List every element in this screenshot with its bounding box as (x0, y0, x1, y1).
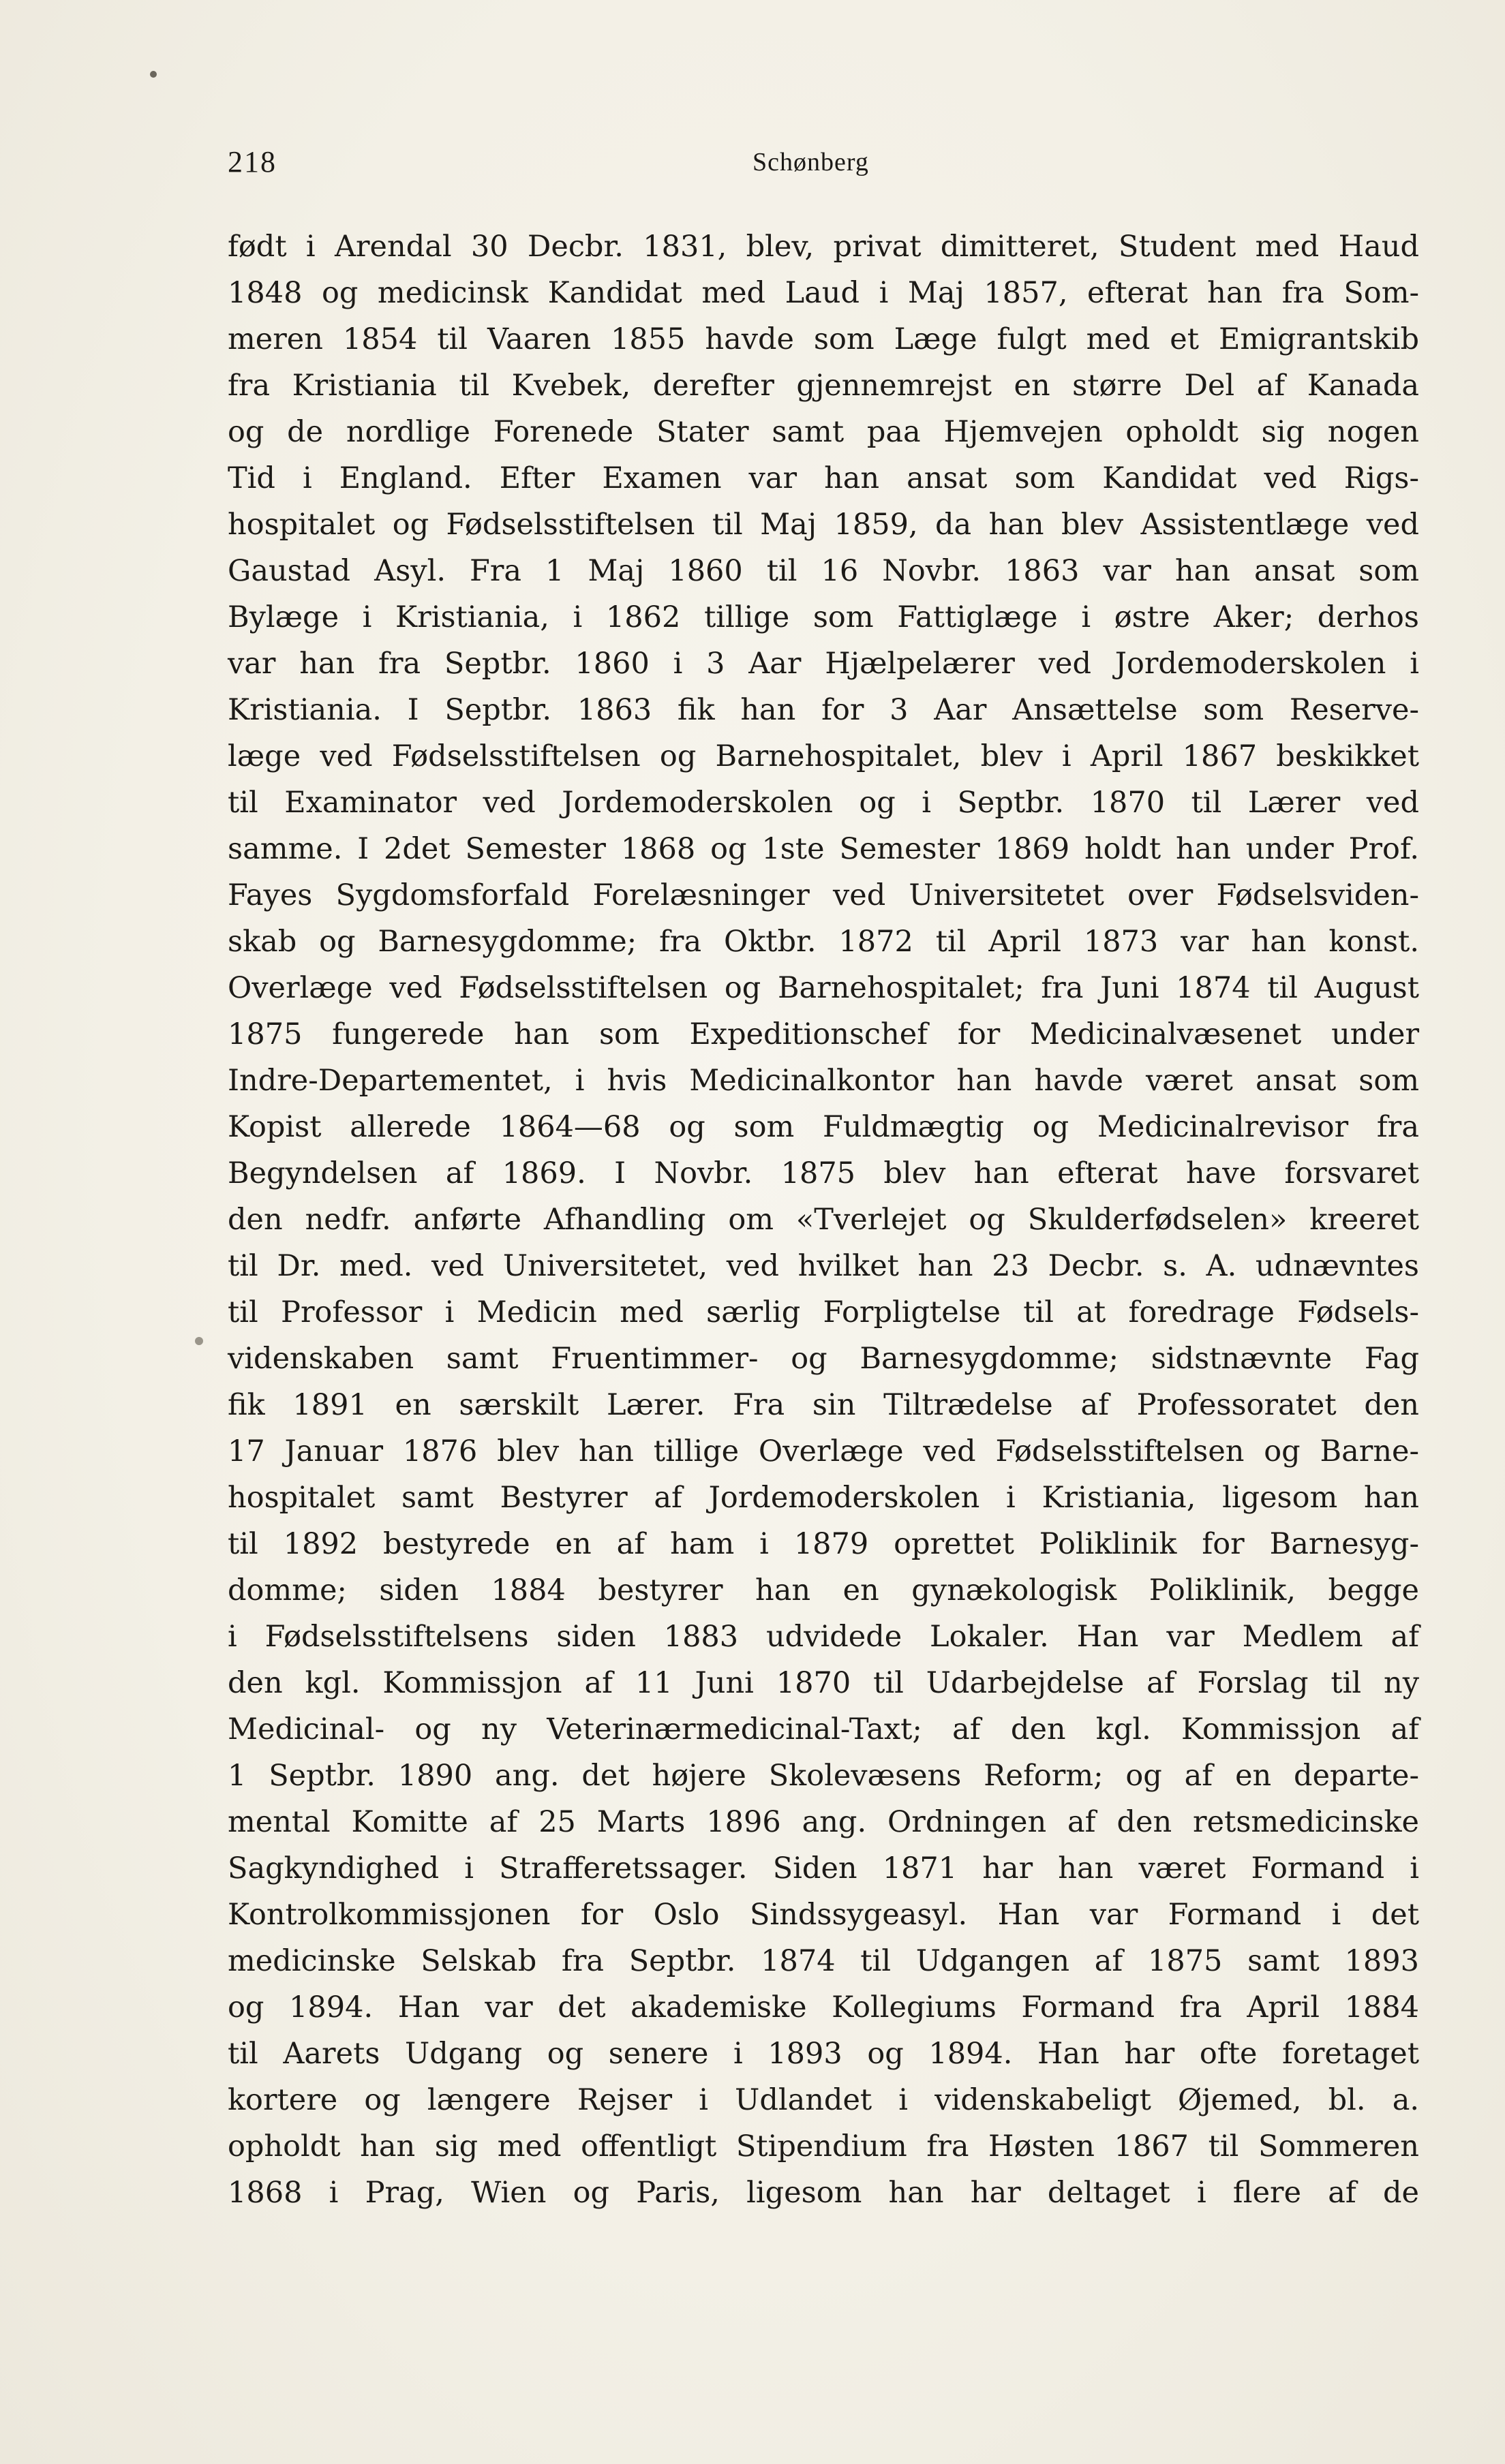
text-line: fik 1891 en særskilt Lærer. Fra sin Tiltrædelse af Professoratet den (228, 1388, 1419, 1422)
text-line: Kontrolkommissjonen for Oslo Sindssygeasyl. Han var Formand i det (228, 1898, 1419, 1932)
text-line: Fayes Sygdomsforfald Forelæsninger ved Universitetet over Fødselsviden- (228, 878, 1419, 912)
text-line: meren 1854 til Vaaren 1855 havde som Læge fulgt med et Emigrantskib (228, 322, 1419, 356)
text-line: domme; siden 1884 bestyrer han en gynækologisk Poliklinik, begge (228, 1573, 1419, 1607)
text-line: læge ved Fødselsstiftelsen og Barnehospitalet, blev i April 1867 beskikket (228, 739, 1419, 773)
text-line: skab og Barnesygdomme; fra Oktbr. 1872 til April 1873 var han konst. (228, 925, 1419, 959)
text-line: Begyndelsen af 1869. I Novbr. 1875 blev han efterat have forsvaret (228, 1156, 1419, 1190)
text-line: 1868 i Prag, Wien og Paris, ligesom han har deltaget i flere af de (228, 2176, 1419, 2210)
text-line: Medicinal- og ny Veterinærmedicinal-Taxt; af den kgl. Kommissjon af (228, 1712, 1419, 1746)
text-line: den nedfr. anførte Afhandling om «Tverlejet og Skulderfødselen» kreeret (228, 1203, 1419, 1237)
text-line: i Fødselsstiftelsens siden 1883 udvidede Lokaler. Han var Medlem af (228, 1620, 1419, 1654)
text-line: Overlæge ved Fødselsstiftelsen og Barnehospitalet; fra Juni 1874 til August (228, 971, 1419, 1005)
ink-speck (195, 1337, 203, 1345)
text-line: Sagkyndighed i Strafferetssager. Siden 1871 har han været Formand i (228, 1851, 1419, 1885)
text-line: fra Kristiania til Kvebek, derefter gjennemrejst en større Del af Kanada (228, 369, 1419, 403)
text-line: var han fra Septbr. 1860 i 3 Aar Hjælpelærer ved Jordemoderskolen i (228, 647, 1419, 681)
text-line: Gaustad Asyl. Fra 1 Maj 1860 til 16 Novbr. 1863 var han ansat som (228, 554, 1419, 588)
text-line: til Examinator ved Jordemoderskolen og i Septbr. 1870 til Lærer ved (228, 786, 1419, 820)
text-line: Indre-Departementet, i hvis Medicinalkontor han havde været ansat som (228, 1064, 1419, 1098)
text-line: og de nordlige Forenede Stater samt paa Hjemvejen opholdt sig nogen (228, 415, 1419, 449)
text-line: til Aarets Udgang og senere i 1893 og 1894. Han har ofte foretaget (228, 2037, 1419, 2071)
text-line: opholdt han sig med offentligt Stipendium fra Høsten 1867 til Sommeren (228, 2129, 1419, 2163)
ink-speck (150, 71, 157, 78)
text-line: født i Arendal 30 Decbr. 1831, blev, privat dimitteret, Student med Haud (228, 230, 1419, 264)
text-line: kortere og længere Rejser i Udlandet i videnskabeligt Øjemed, bl. a. (228, 2083, 1419, 2117)
text-line: 1848 og medicinsk Kandidat med Laud i Maj 1857, efterat han fra Som- (228, 276, 1419, 310)
text-line: samme. I 2det Semester 1868 og 1ste Semester 1869 holdt han under Prof. (228, 832, 1419, 866)
text-line: videnskaben samt Fruentimmer- og Barnesygdomme; sidstnævnte Fag (228, 1342, 1419, 1376)
page-number: 218 (228, 145, 277, 179)
text-line: til 1892 bestyrede en af ham i 1879 oprettet Poliklinik for Barnesyg- (228, 1527, 1419, 1561)
text-line: 1 Septbr. 1890 ang. det højere Skolevæsens Reform; og af en departe- (228, 1759, 1419, 1793)
text-line: medicinske Selskab fra Septbr. 1874 til Udgangen af 1875 samt 1893 (228, 1944, 1419, 1978)
text-line: 1875 fungerede han som Expeditionschef for Medicinalvæsenet under (228, 1017, 1419, 1051)
text-line: Bylæge i Kristiania, i 1862 tillige som Fattiglæge i østre Aker; derhos (228, 600, 1419, 634)
text-line: Tid i England. Efter Examen var han ansat som Kandidat ved Rigs- (228, 461, 1419, 495)
text-line: Kristiania. I Septbr. 1863 fik han for 3 Aar Ansættelse som Reserve- (228, 693, 1419, 727)
text-line: mental Komitte af 25 Marts 1896 ang. Ordningen af den retsmedicinske (228, 1805, 1419, 1839)
running-header (228, 142, 1414, 183)
text-line: til Dr. med. ved Universitetet, ved hvilket han 23 Decbr. s. A. udnævntes (228, 1249, 1419, 1283)
text-line: hospitalet samt Bestyrer af Jordemoderskolen i Kristiania, ligesom han (228, 1481, 1419, 1515)
page-header-title: Schønberg (752, 148, 869, 176)
text-line: den kgl. Kommissjon af 11 Juni 1870 til Udarbejdelse af Forslag til ny (228, 1666, 1419, 1700)
text-line: 17 Januar 1876 blev han tillige Overlæge ved Fødselsstiftelsen og Barne- (228, 1434, 1419, 1468)
text-line: Kopist allerede 1864—68 og som Fuldmægtig og Medicinalrevisor fra (228, 1110, 1419, 1144)
text-line: til Professor i Medicin med særlig Forpligtelse til at foredrage Fødsels- (228, 1295, 1419, 1329)
text-line: hospitalet og Fødselsstiftelsen til Maj 1859, da han blev Assistentlæge ved (228, 508, 1419, 542)
body-paragraph (228, 224, 1419, 2216)
text-line: og 1894. Han var det akademiske Kollegiums Formand fra April 1884 (228, 1990, 1419, 2024)
